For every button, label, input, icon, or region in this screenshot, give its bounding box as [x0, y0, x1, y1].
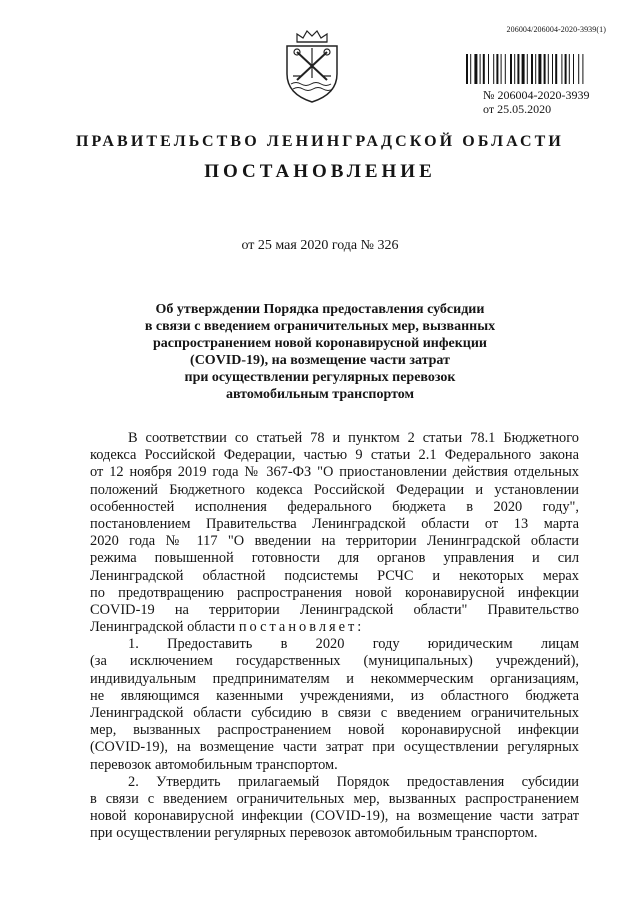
item-2-paragraph — [90, 774, 579, 843]
decree-title — [130, 301, 510, 403]
decree-body — [90, 430, 579, 843]
document-type: ПОСТАНОВЛЕНИЕ — [204, 161, 436, 182]
body-line: Ленинградской области субсидию в связи с введением ограничительных — [90, 705, 579, 721]
registration-stamp — [483, 88, 589, 116]
body-line: по предотвращению распространения новой коронавирусной инфекции — [90, 584, 579, 601]
body-line: COVID-19 на территории Ленинградской области" Правительство — [90, 601, 579, 618]
body-line: 2. Утвердить прилагаемый Порядок предоставления субсидии — [128, 773, 579, 790]
title-line: при осуществлении регулярных перевозок — [184, 370, 456, 385]
title-line: автомобильным транспортом — [225, 387, 415, 402]
body-line: от 12 ноября 2019 года № 367-ФЗ "О приостановлении действия отдельных — [90, 464, 579, 481]
body-line: кодекса Российской Федерации, частью 9 статьи 2.1 Федерального закона — [90, 447, 579, 464]
registration-date: от 25.05.2020 — [483, 102, 552, 116]
registration-number: № 206004-2020-3939 — [483, 88, 590, 102]
title-line: в связи с введением ограничительных мер, вызванных — [144, 319, 496, 334]
body-line: не являющимся казенными учреждениями, из областного бюджета — [90, 687, 579, 704]
decree-date-number: от 25 мая 2020 года № 326 — [241, 238, 399, 253]
body-line: (за исключением государственных (муниципальных) учреждений), — [90, 653, 579, 670]
preamble-paragraph — [90, 430, 579, 636]
body-line: при осуществлении регулярных перевозок автомобильным транспортом. — [90, 825, 538, 842]
coat-of-arms-icon — [279, 28, 345, 104]
resolves-word: постановляет: — [238, 619, 365, 636]
body-line: (COVID-19), на возмещение части затрат при осуществлении регулярных — [90, 739, 579, 756]
body-line — [90, 619, 579, 636]
barcode-icon — [466, 54, 606, 84]
body-line: положений Бюджетного кодекса Российской Федерации и установлении — [90, 481, 579, 498]
body-line: новой коронавирусной инфекции (COVID-19), на возмещение части затрат — [90, 808, 579, 825]
body-line: мер, вызванных распространением новой коронавирусной инфекции — [90, 722, 579, 739]
title-line: распространением новой коронавирусной инфекции — [153, 336, 487, 351]
body-line: 2020 года № 117 "О введении на территории Ленинградской области — [90, 533, 579, 550]
body-line: в связи с введением ограничительных мер, вызванных распространением — [90, 790, 579, 807]
body-line: перевозок автомобильным транспортом. — [90, 756, 338, 773]
body-line: 1. Предоставить в 2020 году юридическим лицам — [128, 636, 579, 653]
body-line: постановлением Правительства Ленинградской области от 13 марта — [90, 515, 579, 532]
body-line: Ленинградской областной подсистемы РСЧС и некоторых мерах — [90, 567, 579, 584]
body-line: режима повышенной готовности для органов управления и сил — [90, 550, 579, 567]
preamble-last: Ленинградской области — [90, 619, 236, 636]
title-line: Об утверждении Порядка предоставления субсидии — [155, 302, 485, 317]
body-line: индивидуальным предпринимателям и некоммерческим организациям, — [90, 670, 579, 687]
government-name: ПРАВИТЕЛЬСТВО ЛЕНИНГРАДСКОЙ ОБЛАСТИ — [76, 133, 564, 150]
body-line: В соответствии со статьей 78 и пунктом 2 статьи 78.1 Бюджетного — [128, 430, 579, 446]
item-1-paragraph — [90, 636, 579, 774]
title-line: (COVID-19), на возмещение части затрат — [190, 353, 450, 368]
document-code: 206004/206004-2020-3939(1) — [506, 25, 606, 34]
body-line: особенностей исполнения федерального бюджета в 2020 году", — [90, 498, 579, 515]
